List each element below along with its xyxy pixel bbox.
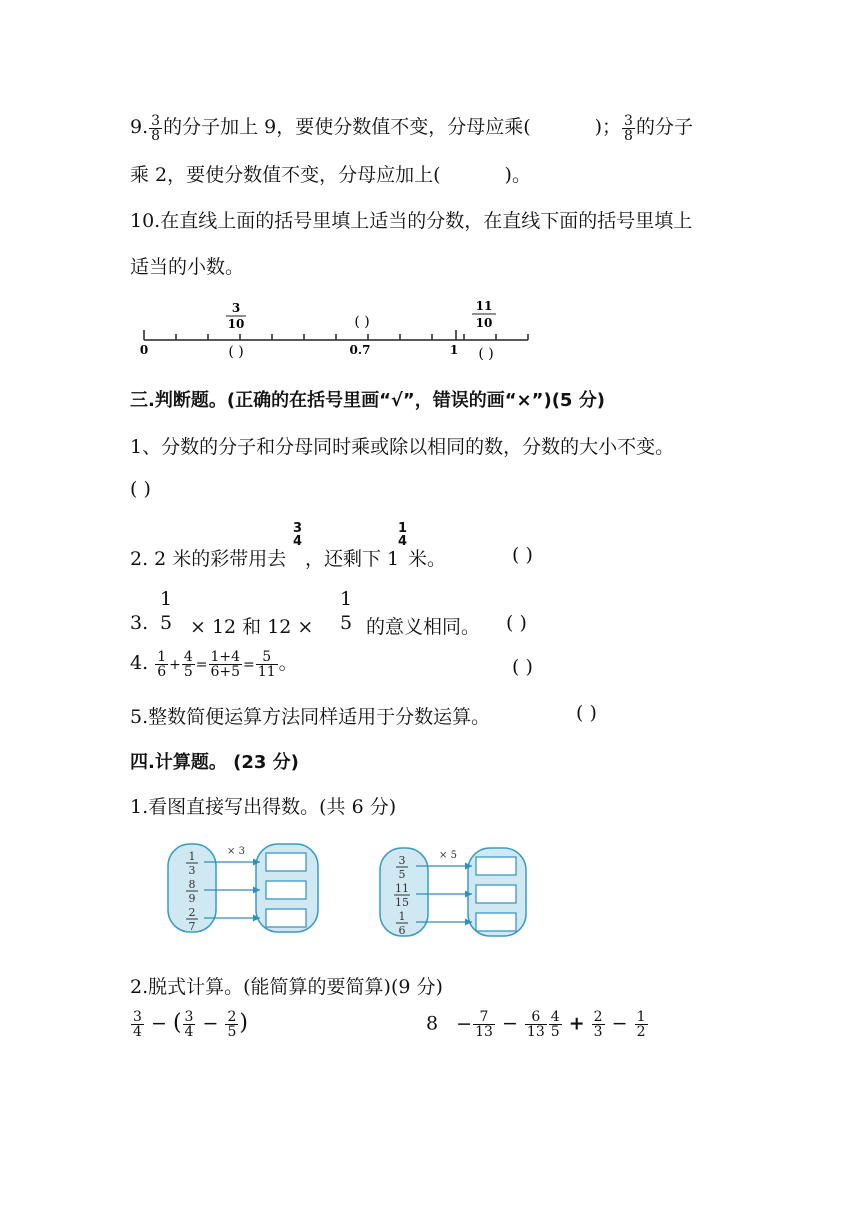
svg-text:2: 2	[188, 906, 196, 919]
fraction: $\frac{2}{5}$	[227, 1009, 237, 1040]
question-number: 9.	[130, 116, 149, 138]
item-text: 2. 2 米的彩带用去	[130, 548, 287, 570]
label-below-1: 1	[449, 343, 459, 357]
fraction-1-4: 1 4	[398, 521, 408, 549]
question-text: 的分子加上 9，要使分数值不变，分母应乘(	[163, 116, 531, 138]
svg-text:15: 15	[395, 896, 409, 909]
section-4-title: 四.计算题。 (23 分)	[130, 752, 299, 773]
fraction: $\frac{3}{8}$	[624, 112, 633, 144]
judge-item-1: 1、分数的分子和分母同时乘或除以相同的数，分数的大小不变。	[130, 436, 675, 458]
svg-text:1: 1	[398, 910, 406, 923]
fraction-1-5-a: 1 5	[160, 588, 173, 634]
fraction: $\frac{4}{5}$	[550, 1009, 560, 1040]
fraction: $\frac{3}{8}$	[151, 112, 161, 144]
question-text: 乘 2，要使分数值不变，分母应加上(	[130, 164, 441, 186]
label-below-0-7: 0.7	[349, 343, 371, 357]
item-text: 4.	[130, 652, 149, 674]
fraction: $\frac{2}{3}$	[593, 1009, 603, 1040]
label-below-blank-1[interactable]: ( )	[228, 344, 244, 360]
svg-text:3: 3	[188, 864, 196, 877]
label-above-3-num: 11	[475, 299, 493, 313]
judge-paren-3[interactable]: ( )	[506, 612, 527, 634]
question-text: )；	[594, 116, 622, 138]
fraction-3-4: 3 4	[293, 521, 303, 549]
section-4-sub-1: 1.看图直接写出得数。(共 6 分)	[130, 796, 397, 818]
judge-item-5: 5.整数简便运算方法同样适用于分数运算。	[130, 706, 491, 728]
label-above-1-den: 10	[227, 317, 245, 331]
fraction: $\frac{3}{4}$	[133, 1009, 142, 1040]
question-10-line-2: 适当的小数。	[130, 256, 245, 278]
label-below-0: 0	[139, 343, 149, 357]
fraction: $\frac{3}{4}$	[184, 1009, 194, 1040]
calculation-2: 8 − $\frac{7}{13}$ − $\frac{6}{13}$ $\frac{4}{5}$ + $\frac{2}{3}$ − $\frac{1}{2}$	[426, 1009, 646, 1040]
question-text: )。	[504, 164, 531, 186]
judge-item-2-post: 米。	[408, 548, 447, 570]
label-below-blank-2[interactable]: ( )	[478, 346, 494, 362]
judge-paren-4[interactable]: ( )	[512, 656, 533, 678]
fraction-diagram-2	[376, 844, 532, 940]
answer-box[interactable]	[266, 909, 306, 927]
question-9-line-2	[130, 160, 531, 187]
judge-item-3	[130, 612, 148, 634]
item-text: 3.	[130, 612, 149, 634]
fraction-1-5-b: 1 5	[340, 588, 353, 634]
svg-text:3: 3	[398, 854, 406, 867]
answer-box[interactable]	[476, 913, 516, 931]
number-line	[130, 296, 540, 364]
fraction: $\frac{1}{2}$	[636, 1009, 646, 1040]
judge-item-3-mid: × 12 和 12 ×	[190, 616, 314, 638]
question-10-line-1: 10.在直线上面的括号里填上适当的分数，在直线下面的括号里填上	[130, 210, 693, 232]
label-above-3-den: 10	[475, 316, 493, 330]
calculation-1: $\frac{3}{4}$ − ( $\frac{3}{4}$ − $\frac{2}{5}$ )	[133, 1009, 248, 1040]
judge-item-3-post: 的意义相同。	[366, 616, 481, 638]
number-line-ticks	[144, 330, 528, 340]
answer-box[interactable]	[266, 881, 306, 899]
svg-text:9: 9	[188, 892, 196, 905]
svg-text:7: 7	[188, 920, 196, 933]
svg-text:1: 1	[188, 850, 196, 863]
svg-text:5: 5	[398, 868, 406, 881]
question-text: 的分子	[635, 116, 693, 138]
question-9-line-1	[130, 112, 693, 143]
judge-item-2	[130, 544, 286, 571]
svg-text:11: 11	[395, 882, 409, 895]
section-4-sub-2: 2.脱式计算。(能简算的要简算)(9 分)	[130, 976, 443, 998]
fraction: $\frac{6}{13}$	[526, 1009, 545, 1040]
svg-text:6: 6	[398, 924, 406, 937]
judge-paren-5[interactable]: ( )	[576, 702, 597, 724]
label-above-2-blank[interactable]: ( )	[354, 314, 370, 330]
judge-item-4: 4. $\frac{1}{6}$ + $\frac{4}{5}$ = $\frac{1+4}{6+5}$ = $\frac{5}{11}$ 。	[130, 648, 298, 680]
answer-box[interactable]	[476, 857, 516, 875]
answer-box[interactable]	[476, 885, 516, 903]
label-above-1-num: 3	[231, 301, 241, 315]
judge-paren-1[interactable]: ( )	[130, 478, 151, 500]
answer-box[interactable]	[266, 853, 306, 871]
operation-label: × 3	[227, 846, 245, 857]
operation-label: × 5	[439, 850, 457, 861]
svg-text:8: 8	[188, 878, 196, 891]
judge-paren-2[interactable]: ( )	[512, 544, 533, 566]
judge-item-2-mid: ，还剩下 1	[305, 548, 400, 570]
fraction-diagram-1	[164, 840, 324, 936]
section-3-title: 三.判断题。(正确的在括号里画“√”，错误的画“×”)(5 分)	[130, 390, 605, 411]
fraction: $\frac{7}{13}$	[475, 1009, 493, 1040]
